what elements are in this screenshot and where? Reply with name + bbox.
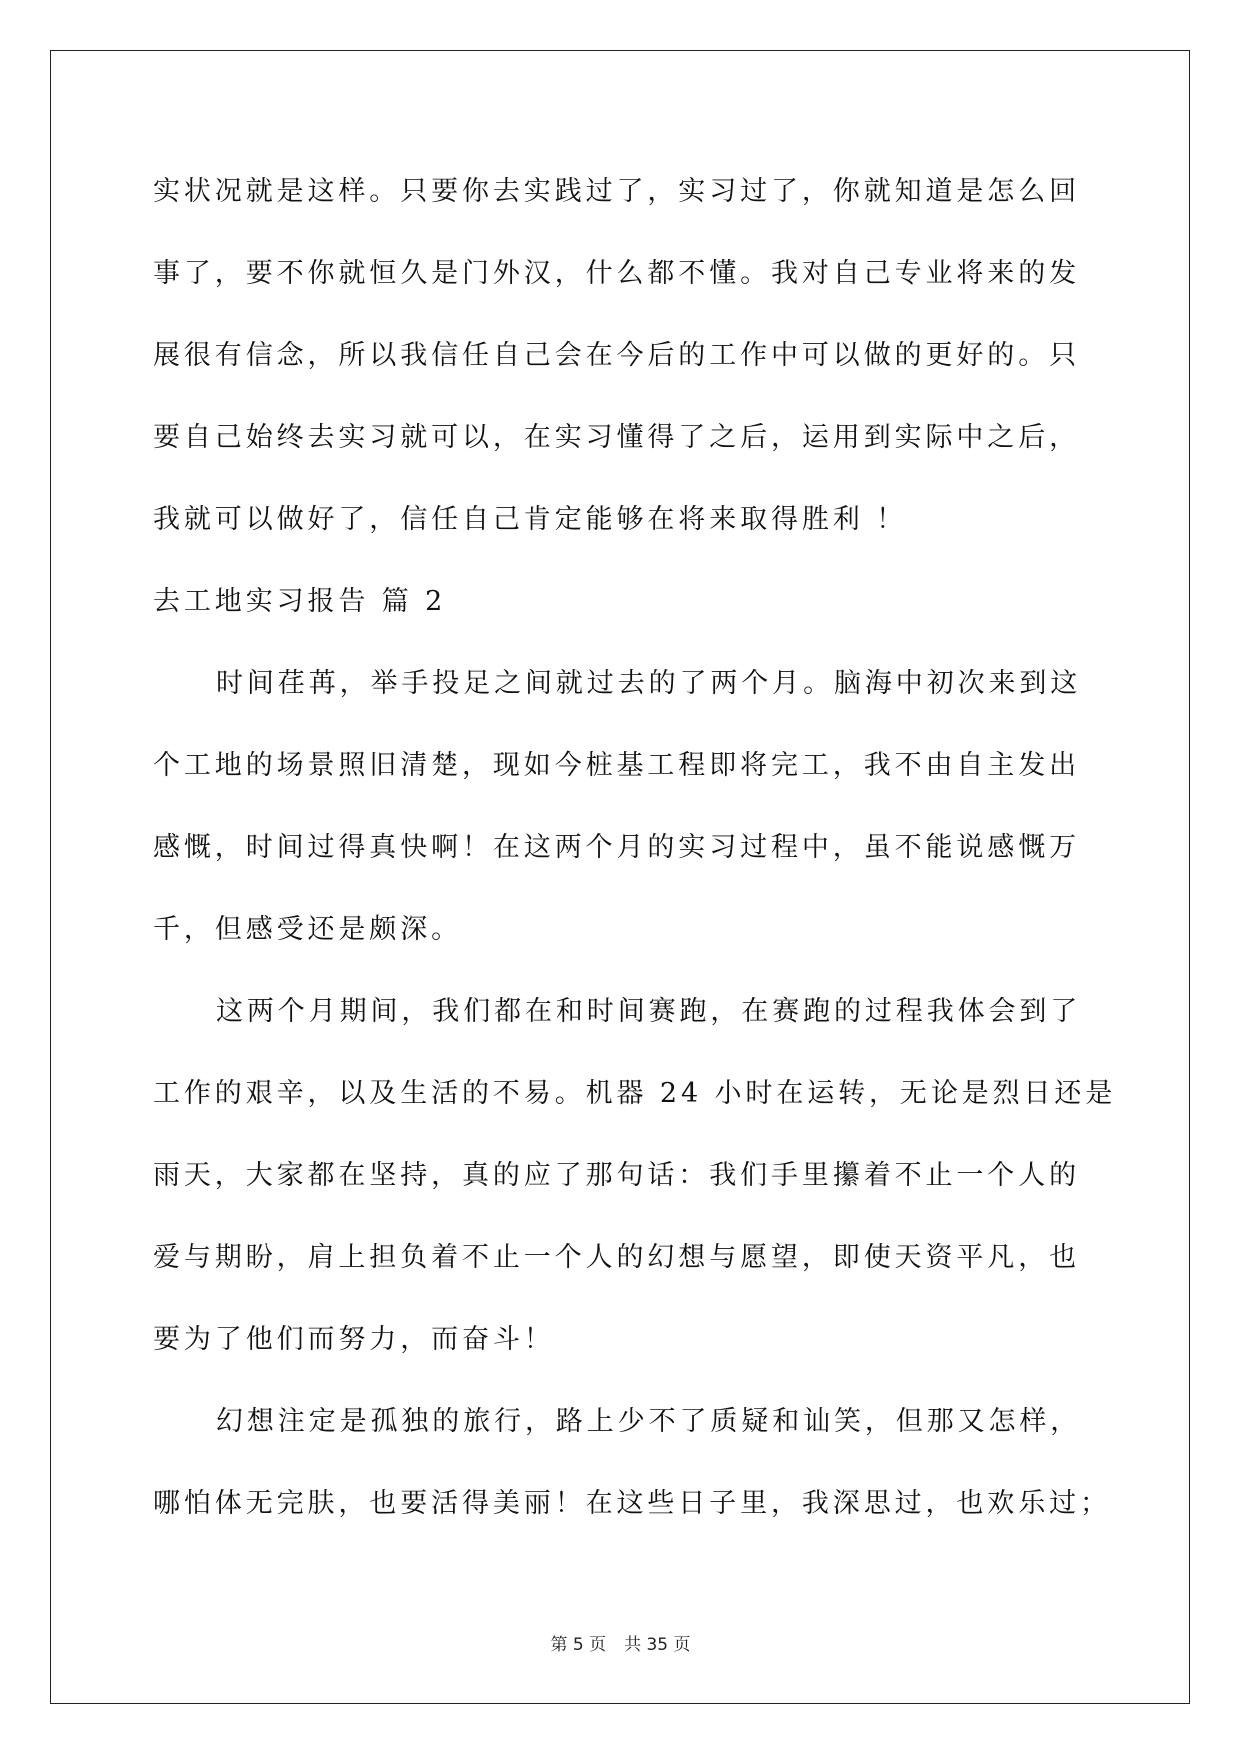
body-text-line: 感慨，时间过得真快啊！在这两个月的实习过程中，虽不能说感慨万 [153,832,1080,863]
body-text-line: 展很有信念，所以我信任自己会在今后的工作中可以做的更好的。只 [153,340,1080,371]
page-number: 第 5 页 [550,1635,607,1655]
body-text-line: 工作的艰辛，以及生活的不易。机器 24 小时在运转，无论是烈日还是 [153,1078,1117,1109]
paragraph-first-line: 时间荏苒，举手投足之间就过去的了两个月。脑海中初次来到这 [216,668,1082,699]
body-text-line: 哪怕体无完肤，也要活得美丽！在这些日子里，我深思过，也欢乐过； [153,1488,1111,1519]
body-text-line: 要为了他们而努力，而奋斗！ [153,1324,555,1355]
body-text-line: 要自己始终去实习就可以，在实习懂得了之后，运用到实际中之后， [153,422,1080,453]
body-text-line: 我就可以做好了，信任自己肯定能够在将来取得胜利 ！ [153,504,908,535]
section-heading: 去工地实习报告 篇 2 [153,586,447,617]
body-text-line: 雨天，大家都在坚持，真的应了那句话：我们手里攥着不止一个人的 [153,1160,1080,1191]
page-footer [0,1634,1241,1656]
page-border [50,50,1190,1704]
paragraph-first-line: 幻想注定是孤独的旅行，路上少不了质疑和讪笑，但那又怎样， [216,1406,1082,1437]
body-text-line: 爱与期盼，肩上担负着不止一个人的幻想与愿望，即使天资平凡，也 [153,1242,1080,1273]
body-text-line: 千，但感受还是颇深。 [153,914,462,945]
total-pages: 共 35 页 [624,1635,691,1655]
body-text-line: 实状况就是这样。只要你去实践过了，实习过了，你就知道是怎么回 [153,176,1080,207]
body-text-line: 事了，要不你就恒久是门外汉，什么都不懂。我对自己专业将来的发 [153,258,1080,289]
paragraph-first-line: 这两个月期间，我们都在和时间赛跑，在赛跑的过程我体会到了 [216,996,1082,1027]
body-text-line: 个工地的场景照旧清楚，现如今桩基工程即将完工，我不由自主发出 [153,750,1080,781]
